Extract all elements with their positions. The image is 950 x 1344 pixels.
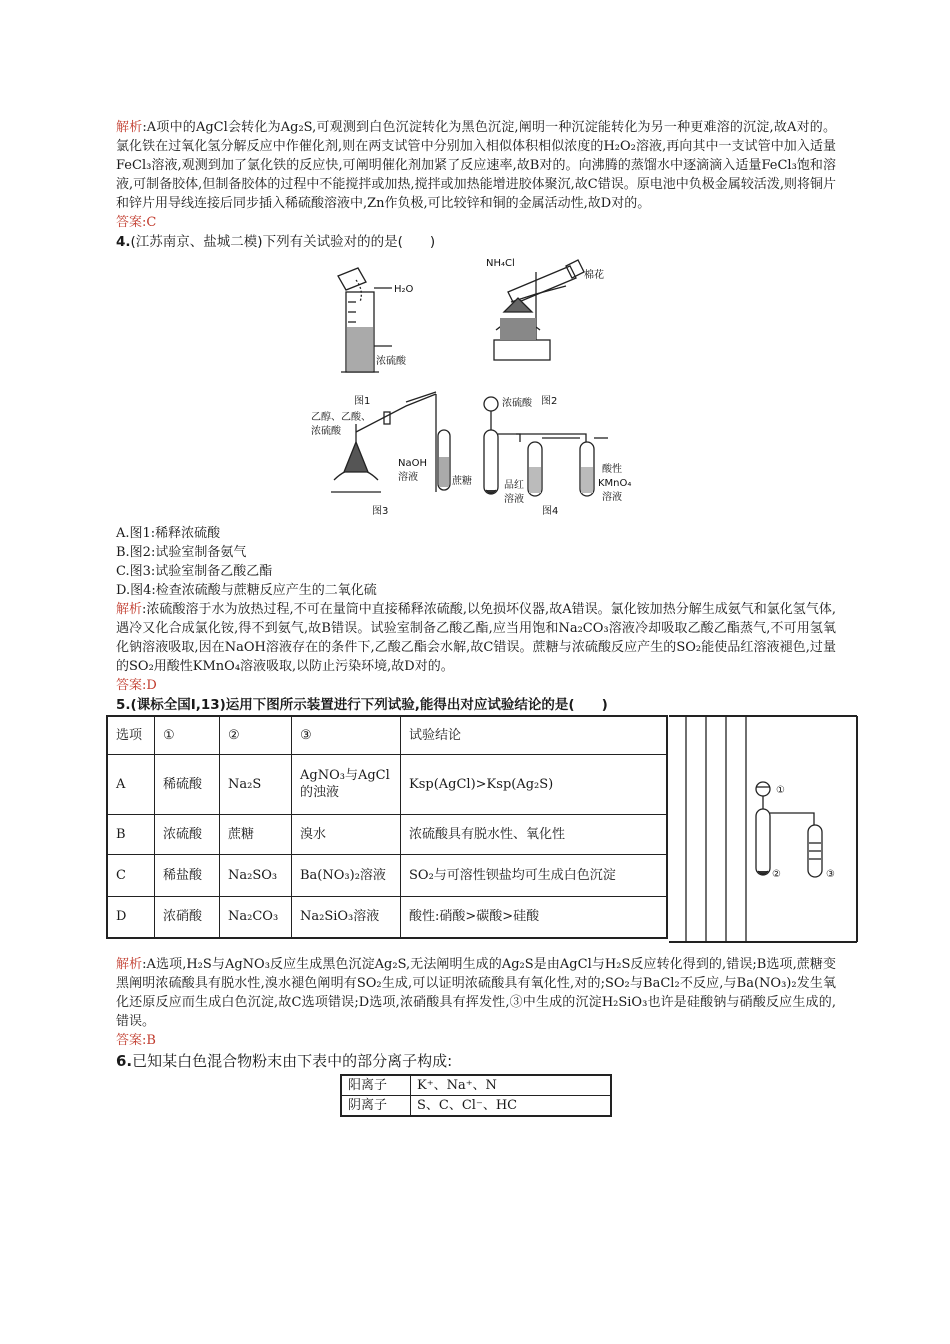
table-cell: B	[107, 814, 155, 854]
table-row	[107, 814, 667, 854]
table-cell: A	[107, 754, 155, 814]
fig4-pinred-1: 品红	[504, 480, 524, 491]
fig3-caption: 图3	[372, 506, 389, 517]
table-row	[107, 754, 667, 814]
fig3-naoh-2: 溶液	[398, 472, 418, 483]
analysis-text: :A选项,H₂S与AgNO₃反应生成黑色沉淀Ag₂S,无法阐明生成的Ag₂S是由AgCl与H₂S反应转化得到的,错误;B选项,蔗糖变黑阐明浓硫酸具有脱水性,溴水褪色阐明有SO₂生成,可以证明浓硫酸具有氧化性,对的;SO₂与BaCl₂不反应,与Ba(NO₃)₂发生氧化还原反应而生成白色沉淀,故C选项错误;D选项,浓硝酸具有挥发性,③中生成的沉淀H₂SiO₃也许是硅酸钠与硝酸反应生成的,错误。	[116, 957, 836, 1029]
header-cell: ③	[292, 716, 401, 754]
table-cell: 稀盐酸	[155, 854, 220, 896]
table-cell: 阳离子	[341, 1075, 411, 1096]
answer-value: :D	[142, 678, 157, 693]
q5-table	[106, 715, 668, 939]
table-cell: Na₂SO₃	[220, 854, 292, 896]
analysis-label: 解析	[116, 957, 143, 972]
fig1-acid-label: 浓硫酸	[376, 356, 406, 367]
fig2-diagram	[494, 260, 584, 360]
question-text: (江苏南京、盐城二模)下列有关试验对的的是( )	[130, 234, 436, 250]
table-cell: Na₂CO₃	[220, 896, 292, 938]
fig4-diagram	[484, 397, 608, 496]
table-cell: Na₂S	[220, 754, 292, 814]
apparatus-figures	[116, 252, 836, 524]
table-header-row	[107, 716, 667, 754]
table-cell: 蔗糖	[220, 814, 292, 854]
table-cell: C	[107, 854, 155, 896]
table-cell: Ksp(AgCl)>Ksp(Ag₂S)	[401, 754, 668, 814]
question-number: 6.	[116, 1052, 133, 1070]
analysis-text: :浓硫酸溶于水为放热过程,不可在量筒中直接稀释浓硫酸,以免损坏仪器,故A错误。氯化铵加热分解生成氨气和氯化氢气体,遇冷又化合成氯化铵,得不到氨气,故B错误。试验室制备乙酸乙酯,应当用饱和Na₂CO₃溶液冷却吸取乙酸乙酯蒸气,不可用氢氧化钠溶液吸取,因在NaOH溶液存在的条件下,乙酸乙酯会水解,故C错误。蔗糖与浓硫酸反应产生的SO₂能使品红溶液褪色,过量的SO₂用酸性KMnO₄溶液吸取,以防止污染环境,故D对的。	[116, 602, 836, 674]
answer-label: 答案	[116, 215, 143, 230]
table-cell: 阴离子	[341, 1096, 411, 1117]
fig4-kmno4-1: 酸性	[602, 464, 622, 475]
table-row	[341, 1096, 611, 1117]
table-cell: K⁺、Na⁺、N	[411, 1075, 612, 1096]
answer-value: :B	[142, 1033, 156, 1048]
analysis-label: 解析	[116, 602, 143, 617]
header-cell: ①	[155, 716, 220, 754]
fig4-pinred-2: 溶液	[504, 494, 524, 505]
fig1-water-label: H₂O	[394, 284, 414, 295]
q5-stem	[116, 695, 836, 715]
fig4-sugar-label: 蔗糖	[452, 476, 472, 487]
table-row	[107, 854, 667, 896]
page-content	[116, 118, 836, 1117]
q5-analysis	[116, 955, 836, 1031]
table-cell: S、C、Cl⁻、HC	[411, 1096, 612, 1117]
q5-block	[116, 715, 846, 947]
table-cell: 浓硫酸	[155, 814, 220, 854]
table-cell: AgNO₃与AgCl的浊液	[292, 754, 401, 814]
fig4-kmno4-2: KMnO₄	[598, 478, 632, 489]
apparatus-label-2: ②	[772, 869, 781, 880]
answer-label: 答案	[116, 678, 143, 693]
fig2-caption: 图2	[541, 396, 558, 407]
fig3-diagram	[331, 392, 450, 492]
fig3-reagents-1: 乙醇、乙酸、	[311, 412, 371, 423]
answer-label: 答案	[116, 1033, 143, 1048]
question-number: 4.	[116, 234, 131, 250]
fig4-caption: 图4	[542, 506, 559, 517]
q5-apparatus	[668, 715, 858, 943]
q4-figures	[116, 252, 836, 524]
table-cell: Na₂SiO₃溶液	[292, 896, 401, 938]
question-text: (课标全国Ⅰ,13)运用下图所示装置进行下列试验,能得出对应试验结论的是( )	[130, 697, 608, 713]
option-a: A.图1:稀释浓硫酸	[116, 526, 221, 541]
table-cell: Ba(NO₃)₂溶液	[292, 854, 401, 896]
table-row	[341, 1075, 611, 1096]
option-b: B.图2:试验室制备氨气	[116, 545, 247, 560]
table-cell: 溴水	[292, 814, 401, 854]
analysis-label: 解析	[116, 120, 143, 135]
q4-analysis	[116, 600, 836, 676]
question-text: 已知某白色混合物粉末由下表中的部分离子构成:	[132, 1052, 453, 1070]
fig2-nh4cl-label: NH₄Cl	[486, 258, 515, 269]
fig3-naoh-1: NaOH	[398, 458, 427, 469]
q3-answer	[116, 213, 836, 232]
header-cell: ②	[220, 716, 292, 754]
table-cell: 浓硝酸	[155, 896, 220, 938]
fig4-acid-label: 浓硫酸	[502, 398, 532, 409]
header-cell: 试验结论	[401, 716, 668, 754]
table-cell: 稀硫酸	[155, 754, 220, 814]
q3-analysis	[116, 118, 836, 213]
q4-answer	[116, 676, 836, 695]
table-cell: 浓硫酸具有脱水性、氧化性	[401, 814, 668, 854]
header-cell: 选项	[107, 716, 155, 754]
table-cell: D	[107, 896, 155, 938]
fig3-reagents-2: 浓硫酸	[311, 426, 341, 437]
fig2-cotton-label: 棉花	[584, 270, 604, 281]
question-number: 5.	[116, 697, 131, 713]
option-c: C.图3:试验室制备乙酸乙酯	[116, 564, 273, 579]
table-row	[107, 896, 667, 938]
fig4-kmno4-3: 溶液	[602, 492, 622, 503]
answer-value: :C	[142, 215, 157, 230]
q4-options	[116, 524, 836, 600]
apparatus-label-3: ③	[826, 869, 835, 880]
q6-ion-table	[340, 1074, 612, 1117]
table-cell: SO₂与可溶性钡盐均可生成白色沉淀	[401, 854, 668, 896]
analysis-text: :A项中的AgCl会转化为Ag₂S,可观测到白色沉淀转化为黑色沉淀,阐明一种沉淀能转化为另一种更难溶的沉淀,故A对的。氯化铁在过氧化氢分解反应中作催化剂,则在两支试管中分别加入相似体积相似浓度的H₂O₂溶液,再向其中一支试管中加入适量FeCl₃溶液,观测到加了氯化铁的反应快,可阐明催化剂加紧了反应速率,故B对的。向沸腾的蒸馏水中逐滴滴入适量FeCl₃饱和溶液,可制备胶体,但制备胶体的过程中不能搅拌或加热,搅拌或加热能增进胶体聚沉,故C错误。原电池中负极金属较活泼,则将铜片和锌片用导线连接后同步插入稀硫酸溶液中,Zn作负极,可比较锌和铜的金属活动性,故D对的。	[116, 120, 836, 211]
q6-stem	[116, 1050, 836, 1072]
option-d: D.图4:检查浓硫酸与蔗糖反应产生的二氧化硫	[116, 583, 377, 598]
apparatus-label-1: ①	[776, 785, 785, 796]
q5-answer	[116, 1031, 836, 1050]
table-cell: 酸性:硝酸>碳酸>硅酸	[401, 896, 668, 938]
q4-stem	[116, 232, 836, 252]
fig1-caption: 图1	[354, 396, 371, 407]
